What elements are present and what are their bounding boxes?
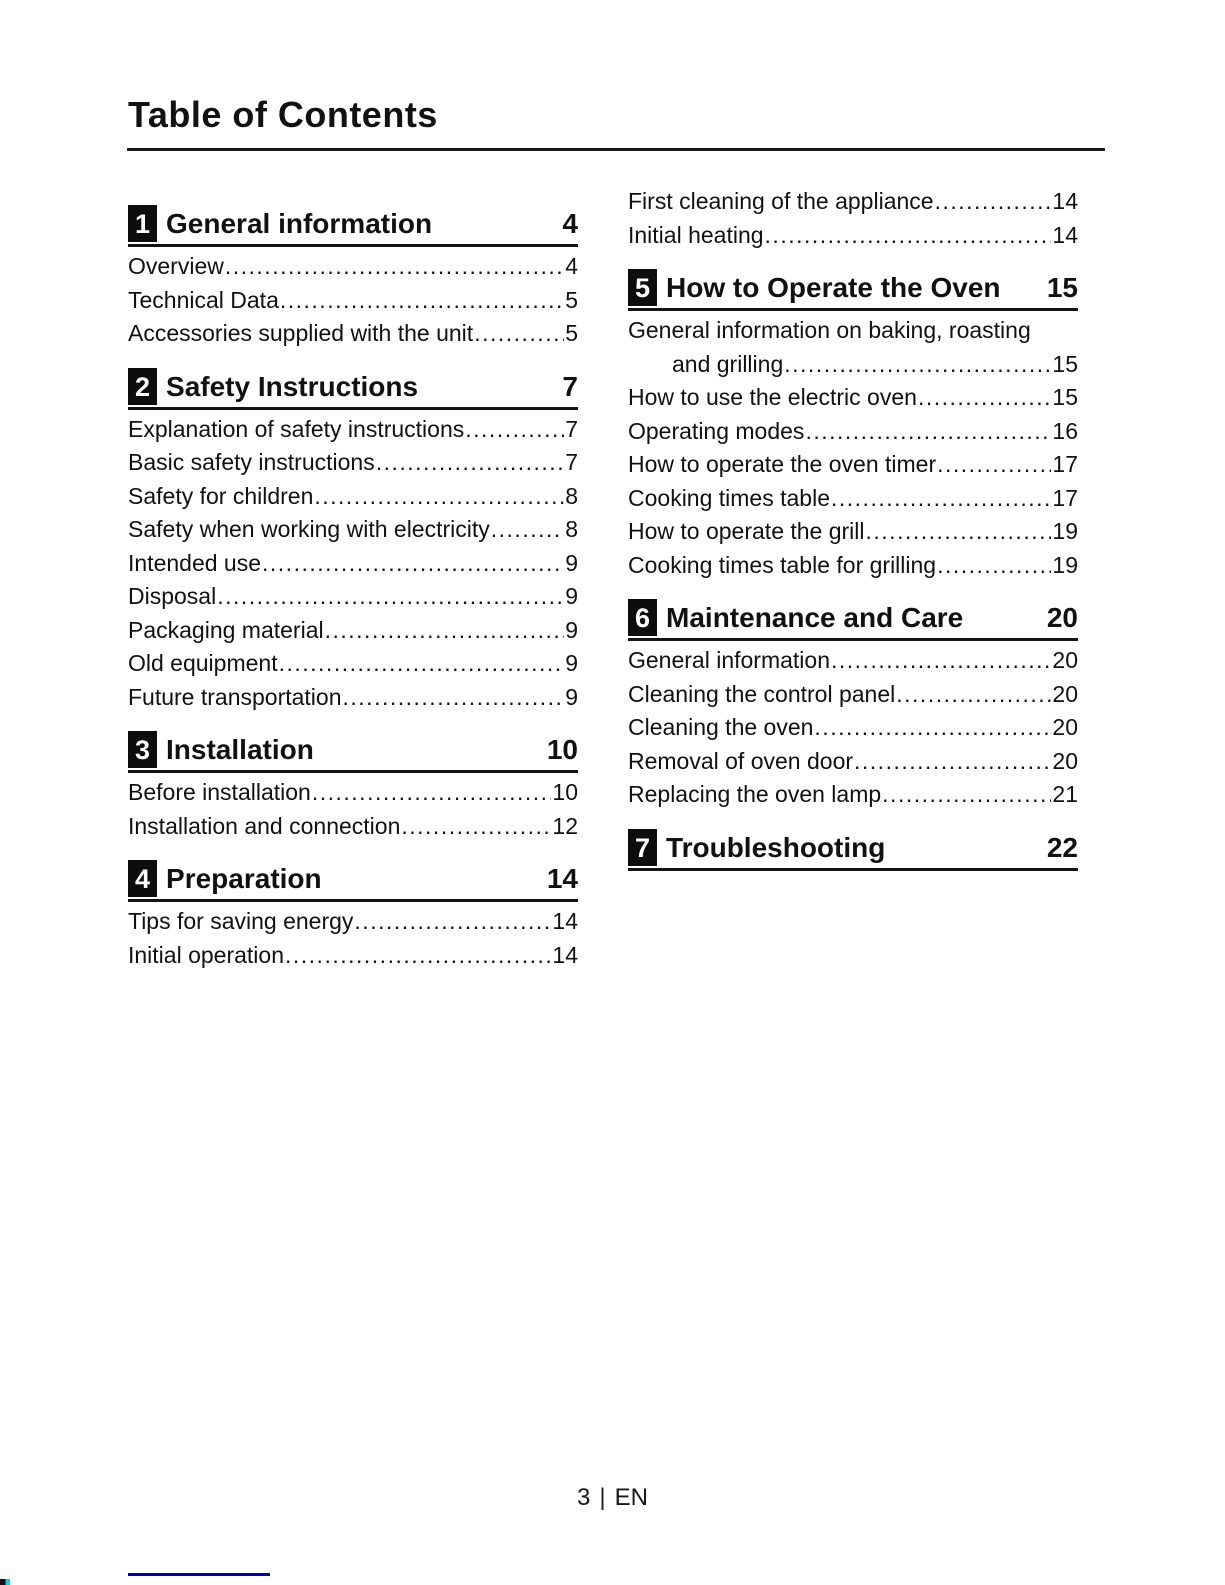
entry-dot-leader: [354, 905, 551, 939]
section-number-badge: 3: [128, 731, 157, 768]
entry-label: Safety when working with electricity: [128, 516, 490, 542]
entry-label: Tips for saving energy: [128, 908, 354, 934]
toc-entry: [128, 513, 578, 547]
entry-dot-leader: [325, 614, 565, 648]
toc-entry: [628, 415, 1078, 449]
toc-entry: [128, 284, 578, 318]
entry-dot-leader: [217, 580, 564, 614]
toc-column-left: [128, 205, 578, 972]
entry-label: Cooking times table for grilling: [628, 551, 937, 578]
entry-dot-leader: [784, 348, 1051, 382]
entry-dot-leader: [279, 647, 565, 681]
section-title: Safety Instructions: [166, 370, 419, 402]
section-title: General information: [166, 208, 433, 239]
page-title: Table of Contents: [128, 94, 438, 135]
entry-dot-leader: [401, 810, 551, 844]
entry-label: Cleaning the control panel: [628, 680, 896, 707]
entry-dot-leader: [465, 413, 564, 447]
entry-page-number: 15: [1052, 384, 1078, 410]
entry-label: Operating modes: [628, 417, 805, 444]
toc-entry: [128, 317, 578, 351]
entry-label: Intended use: [128, 549, 262, 576]
section-page-number: 22: [1046, 831, 1078, 863]
entry-page-number: 9: [565, 616, 578, 643]
toc-entry-line: [628, 314, 1078, 348]
entry-dot-leader: [376, 446, 564, 480]
entry-page-number: 17: [1052, 451, 1078, 477]
section-page-number: 20: [1046, 602, 1078, 633]
section-title: Preparation: [166, 863, 322, 894]
toc-entry: [628, 515, 1078, 549]
entry-label: Accessories supplied with the unit: [128, 320, 474, 346]
entry-page-number: 14: [1052, 221, 1078, 248]
toc-entry: [628, 219, 1078, 253]
entry-label: General information: [628, 647, 830, 673]
section-title: Troubleshooting: [666, 831, 886, 863]
entry-page-number: 20: [1052, 680, 1078, 707]
toc-entry: [128, 413, 578, 447]
section-number-badge: 4: [128, 860, 157, 897]
entry-page-number: 20: [1052, 747, 1078, 774]
toc-entry: [628, 381, 1078, 415]
entry-label: Before installation: [128, 779, 311, 805]
section-number-badge: 2: [128, 368, 157, 405]
entry-dot-leader: [937, 549, 1051, 583]
entry-dot-leader: [343, 681, 565, 715]
entry-dot-leader: [831, 644, 1051, 678]
section-heading: [128, 368, 578, 410]
entry-dot-leader: [314, 480, 564, 514]
entry-page-number: 14: [552, 908, 578, 934]
entry-page-number: 9: [565, 549, 578, 576]
entry-page-number: 7: [565, 449, 578, 475]
toc-entry: [628, 448, 1078, 482]
entry-dot-leader: [262, 547, 564, 581]
toc-entry-line: [628, 348, 1078, 382]
toc-entry: [628, 745, 1078, 779]
entry-label: Disposal: [128, 583, 217, 609]
entry-dot-leader: [805, 415, 1051, 449]
section-page-number: 7: [562, 370, 578, 402]
entry-dot-leader: [937, 448, 1051, 482]
entry-label: Future transportation: [128, 683, 342, 710]
entry-page-number: 8: [565, 482, 578, 509]
section-heading: [628, 829, 1078, 871]
entry-page-number: 20: [1052, 714, 1078, 740]
entry-dot-leader: [814, 711, 1051, 745]
scan-corner-artifact: [0, 1579, 10, 1585]
section-page-number: 10: [546, 734, 578, 765]
toc-entry: [628, 778, 1078, 812]
toc-entry: [128, 250, 578, 284]
entry-page-number: 19: [1052, 518, 1078, 544]
toc-entry: [128, 480, 578, 514]
section-heading: [128, 860, 578, 902]
entry-page-number: 14: [1052, 188, 1078, 214]
link-underline-artifact: [128, 1573, 270, 1576]
toc-entry: [628, 711, 1078, 745]
entry-label: How to use the electric oven: [628, 384, 917, 410]
section-page-number: 14: [546, 863, 578, 894]
toc-entry: [628, 185, 1078, 219]
entry-page-number: 4: [565, 253, 578, 279]
entry-page-number: 17: [1052, 484, 1078, 511]
entry-dot-leader: [474, 317, 564, 351]
entry-dot-leader: [285, 939, 551, 973]
entry-label: How to operate the oven timer: [628, 451, 937, 477]
entry-label: Technical Data: [128, 286, 279, 313]
entry-page-number: 5: [565, 286, 578, 313]
toc-entry: [628, 549, 1078, 583]
entry-dot-leader: [312, 776, 552, 810]
entry-dot-leader: [935, 185, 1052, 219]
entry-page-number: 21: [1052, 781, 1078, 807]
section-page-number: 15: [1046, 272, 1078, 303]
entry-dot-leader: [896, 678, 1051, 712]
entry-page-number: 9: [565, 583, 578, 609]
entry-label: First cleaning of the appliance: [628, 188, 934, 214]
entry-dot-leader: [854, 745, 1051, 779]
entry-dot-leader: [280, 284, 564, 318]
entry-page-number: 14: [552, 941, 578, 968]
section-number-badge: 6: [628, 599, 657, 636]
entry-label: Basic safety instructions: [128, 449, 375, 475]
entry-dot-leader: [765, 219, 1052, 253]
entry-page-number: 15: [1052, 350, 1078, 377]
toc-column-right: [628, 185, 1078, 874]
section-heading: [628, 599, 1078, 641]
footer-divider: |: [599, 1484, 606, 1511]
entry-dot-leader: [225, 250, 564, 284]
toc-entry: [128, 547, 578, 581]
entry-dot-leader: [918, 381, 1051, 415]
entry-page-number: 9: [565, 650, 578, 676]
entry-label: Cooking times table: [628, 484, 830, 511]
entry-label: Cleaning the oven: [628, 714, 814, 740]
toc-entry: [128, 647, 578, 681]
title-rule: [127, 148, 1105, 151]
entry-label: and grilling: [672, 350, 784, 377]
entry-label: Packaging material: [128, 616, 324, 643]
toc-entry: [628, 482, 1078, 516]
entry-dot-leader: [831, 482, 1051, 516]
entry-label: Safety for children: [128, 482, 314, 509]
entry-label: General information on baking, roasting: [628, 317, 1031, 343]
page-footer: [0, 1484, 1225, 1512]
entry-page-number: 7: [565, 415, 578, 442]
entry-page-number: 10: [552, 779, 578, 805]
toc-entry: [128, 905, 578, 939]
entry-label: Explanation of safety instructions: [128, 415, 465, 442]
section-title: Installation: [166, 734, 314, 765]
section-heading: [628, 269, 1078, 311]
entry-label: Initial heating: [628, 221, 764, 248]
toc-entry: [128, 446, 578, 480]
toc-entry: [128, 939, 578, 973]
entry-page-number: 16: [1052, 417, 1078, 444]
entry-label: Replacing the oven lamp: [628, 781, 882, 807]
entry-dot-leader: [866, 515, 1052, 549]
entry-page-number: 5: [565, 320, 578, 346]
entry-page-number: 12: [552, 812, 578, 839]
section-title: How to Operate the Oven: [666, 272, 1001, 303]
toc-entry: [628, 644, 1078, 678]
entry-label: Overview: [128, 253, 224, 279]
entry-dot-leader: [882, 778, 1051, 812]
entry-label: Installation and connection: [128, 812, 401, 839]
entry-page-number: 8: [565, 516, 578, 542]
entry-label: Removal of oven door: [628, 747, 854, 774]
toc-entry: [628, 314, 1078, 381]
toc-entry: [128, 614, 578, 648]
section-number-badge: 7: [628, 829, 657, 866]
entry-page-number: 9: [565, 683, 578, 710]
footer-page-number: 3: [577, 1484, 591, 1511]
section-heading: [128, 205, 578, 247]
toc-entry: [628, 678, 1078, 712]
toc-entry: [128, 776, 578, 810]
footer-language: EN: [614, 1484, 648, 1511]
entry-dot-leader: [491, 513, 564, 547]
section-page-number: 4: [562, 208, 578, 239]
entry-page-number: 19: [1052, 551, 1078, 578]
entry-label: Initial operation: [128, 941, 284, 968]
section-title: Maintenance and Care: [666, 602, 964, 633]
toc-entry: [128, 681, 578, 715]
toc-entry: [128, 810, 578, 844]
section-number-badge: 1: [128, 205, 157, 242]
section-heading: [128, 731, 578, 773]
entry-label: How to operate the grill: [628, 518, 865, 544]
entry-page-number: 20: [1052, 647, 1078, 673]
toc-entry: [128, 580, 578, 614]
entry-label: Old equipment: [128, 650, 278, 676]
section-number-badge: 5: [628, 269, 657, 306]
